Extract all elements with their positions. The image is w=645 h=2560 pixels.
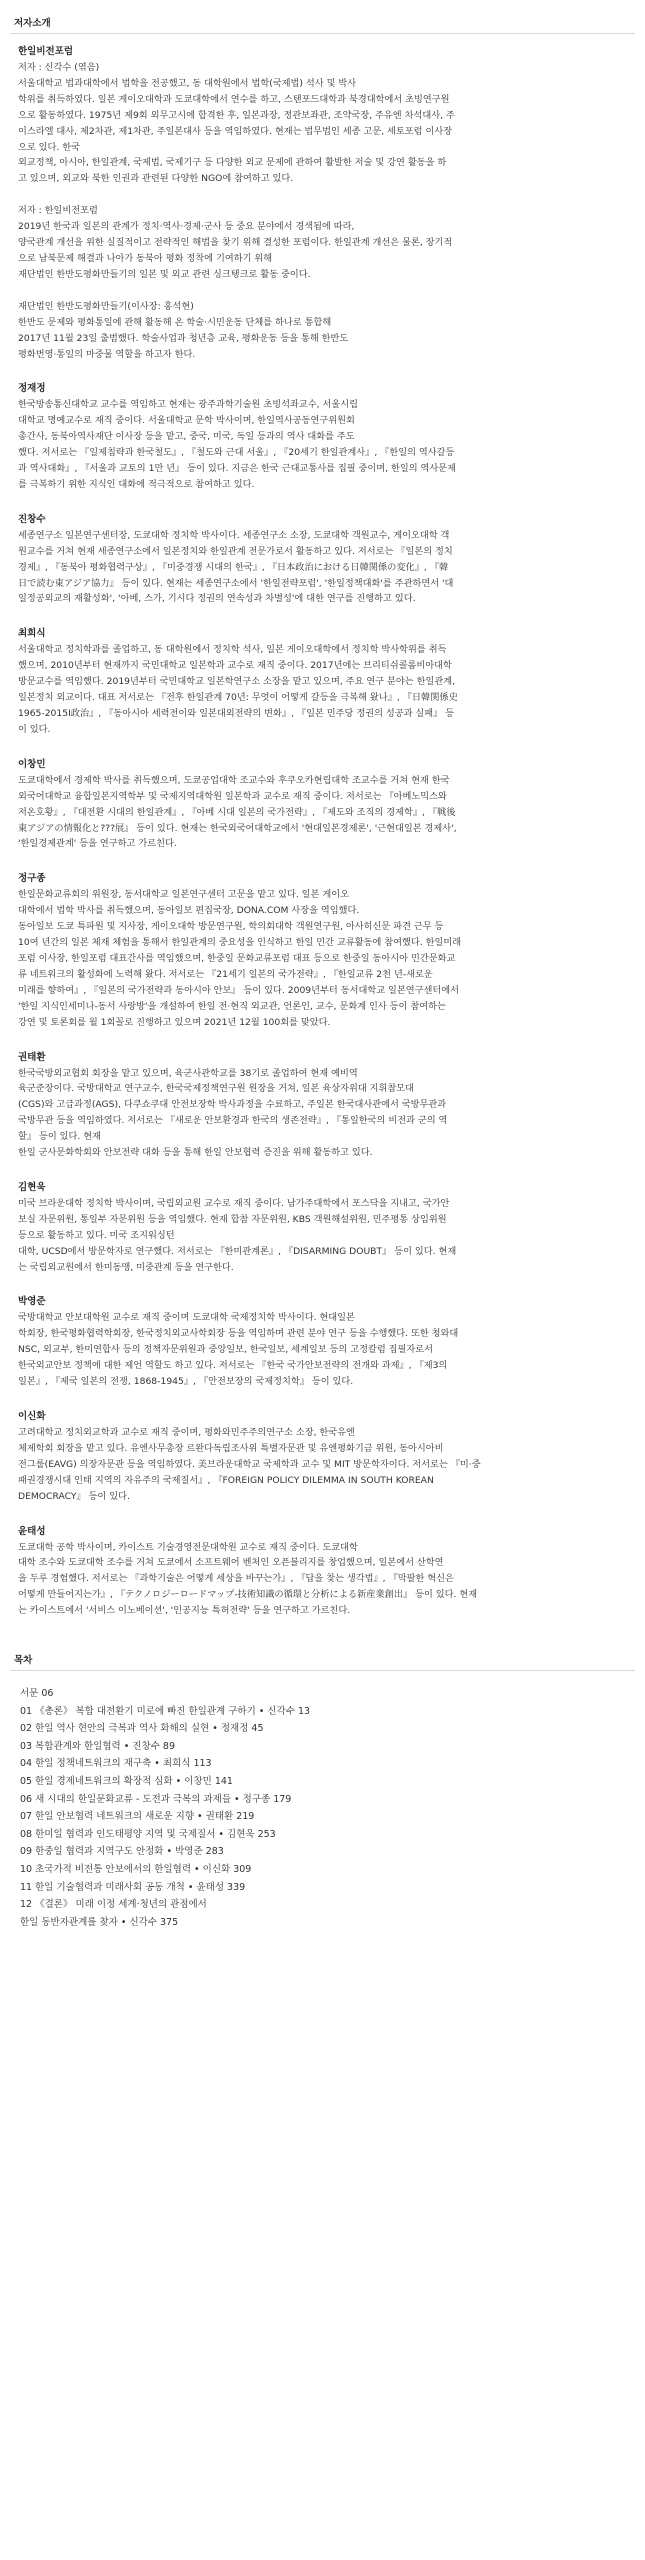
author-bio-line: 한국국방외교협회 회장을 맡고 있으며, 육군사관학교를 38기로 졸업하여 현재 예비역 — [18, 1067, 358, 1079]
author-name: 이신화 — [18, 1411, 46, 1422]
author-bio-line: 육군준장이다. 국방대학교 연구교수, 한국국제정책연구원 원장을 거쳐, 일본 육상자위대 지휘참모대 — [18, 1083, 415, 1095]
author-bio-line: 총간사, 동북아역사재단 이사장 등을 맡고, 중국, 미국, 독일 등과의 역사 대화를 주도 — [18, 431, 355, 443]
author-bio-line: 양국관계 개선을 위한 실질적이고 전략적인 해법을 찾기 위해 결성한 포럼이다. 한일관계 개선은 물론, 장기적 — [18, 237, 453, 249]
author-bio-line: 학위를 취득하였다. 일본 게이오대학과 도쿄대학에서 연수를 하고, 스탠포드대학과 북경대학에서 초빙연구원 — [18, 93, 450, 105]
author-bio-line: 했다. 저서로는 『일제침략과 한국철도』, 『철도와 근대 서울』, 『20세기 한일관계사』, 『한일의 역사갈등 — [18, 447, 455, 459]
toc-item: 한일 동반자관계를 찾자 • 신각수 375 — [20, 1916, 179, 1928]
author-bio-line: 패권경쟁시대 인태 지역의 자유주의 국제질서』, 『FOREIGN POLICY DILEMMA IN SOUTH KOREAN — [18, 1474, 434, 1486]
author-name: 이창민 — [18, 758, 46, 770]
author-bio-line: 한반도 문제와 평화통일에 관해 활동해 온 학술·시민운동 단체를 하나로 통합해 — [18, 316, 332, 328]
author-bio-line: 도쿄대학 공학 박사이며, 카이스트 기술경영전문대학원 교수로 재직 중이다. 도쿄대학 — [18, 1541, 358, 1553]
author-bio-line: 를 극복하기 위한 지식인 대화에 적극적으로 참여하고 있다. — [18, 478, 255, 490]
author-name: 윤태성 — [18, 1525, 46, 1537]
author-bio-line: 서울대학교 법과대학에서 법학을 전공했고, 동 대학원에서 법학(국제법) 석사 및 박사 — [18, 77, 357, 89]
toc-item: 03 복합관계와 한일협력 • 진창수 89 — [20, 1740, 176, 1752]
author-bio-line: 어떻게 만들어지는가』, 『テクノロジーロードマップ-技術知識の循環と分析による新産業創出』 등이 있다. 현재 — [18, 1589, 478, 1601]
author-bio-line: 미래를 향하여』, 『일본의 국가전략과 동아시아 안보』 등이 있다. 2009년부터 동서대학교 일본연구센터에서 — [18, 984, 459, 996]
author-bio-line: 류 네트워크의 활성화에 노력해 왔다. 저서로는 『21세기 일본의 국가전략』, 『한일교류 2천 년-새로운 — [18, 968, 433, 980]
author-bio-line: 일본정치 외교이다. 대표 저서로는 『전후 한일관계 70년: 무엇이 어떻게 갈등을 극복해 왔나』, 『日韓関係史 — [18, 692, 458, 704]
paragraph-break — [18, 283, 618, 299]
author-entry — [18, 1523, 618, 1620]
toc-item: 07 한일 안보협력 네트워크의 새로운 지향 • 권태환 219 — [20, 1811, 255, 1823]
author-bio-line: 저자 : 신각수 (엮음) — [18, 62, 100, 73]
author-entry — [18, 43, 618, 362]
author-entry — [18, 380, 618, 492]
author-bio-line: 미국 브라운대학 정치학 박사이며, 국립외교원 교수로 재직 중이다. 남가주대학에서 포스닥을 지내고, 국가안 — [18, 1197, 450, 1209]
author-bio-line: 저온호황』, 『대전환 시대의 한일관계』, 『아베 시대 일본의 국가전략』, 『제도와 조직의 경제학』, 『戦後 — [18, 806, 456, 818]
author-bio-line: 고 있으며, 외교와 북한 인권과 관련된 다양한 NGO에 참여하고 있다. — [18, 173, 294, 185]
author-bio-line: 이스라엘 대사, 제2차관, 제1차관, 주일본대사 등을 역임하였다. 현재는 법무법인 세종 고문, 세토포럼 이사장 — [18, 125, 453, 137]
author-bio-line: 서울대학교 정치학과를 졸업하고, 동 대학원에서 정치학 석사, 일본 게이오대학에서 정치학 박사학위를 취득 — [18, 644, 447, 656]
author-bio-line: 10여 년간의 일본 체재 체험을 통해서 한일관계의 중요성을 인식하고 한일 민간 교류활동에 참여했다. 한일미래 — [18, 937, 462, 949]
toc-item: 04 한일 정책네트워크의 재구축 • 최희식 113 — [20, 1758, 212, 1770]
author-bio-line: 한국외교안보 정책에 대한 제언 역할도 하고 있다. 저서로는 『한국 국가안보전략의 전개와 과제』, 『제3의 — [18, 1360, 448, 1372]
author-bio-line: 이 있다. — [18, 723, 51, 735]
toc-section-title: 목차 — [10, 1637, 635, 1671]
author-bio-line: 재단법인 한반도평화만들기(이사장: 홍석현) — [18, 300, 194, 312]
author-bio-line: 도쿄대학에서 경제학 박사를 취득했으며, 도쿄공업대학 조교수와 후쿠오카현립대학 조교수를 거쳐 현재 한국 — [18, 774, 450, 786]
author-bio-line: 외교정책, 아시아, 한일관계, 국제법, 국제기구 등 다양한 외교 문제에 관하여 활발한 저술 및 강연 활동을 하 — [18, 157, 447, 169]
author-name: 김현욱 — [18, 1181, 46, 1193]
author-bio-line: 체제학회 회장을 맡고 있다. 유엔사무총장 르완다독립조사위 특별자문관 및 유엔평화기금 위원, 동아시아비 — [18, 1442, 444, 1454]
author-name: 박영준 — [18, 1296, 46, 1308]
author-bio-line: 東アジアの情報化と???展』 등이 있다. 현재는 한국외국어대학교에서 '현대일본경제론', '근현대일본 경제사', — [18, 822, 457, 834]
author-bio-line: 한일문화교류회의 위원장, 동서대학교 일본연구센터 고문을 맡고 있다. 일본 게이오 — [18, 889, 349, 901]
author-bio-line: 저자 : 한일비전포럼 — [18, 205, 98, 217]
toc-item: 05 한일 경제네트워크의 확장적 심화 • 이창민 141 — [20, 1776, 233, 1788]
author-bio-line: 한일 군사문화학회와 안보전략 대화 등을 통해 한일 안보협력 증진을 위해 활동하고 있다. — [18, 1147, 373, 1159]
paragraph-break — [18, 187, 618, 203]
author-bio-line: (CGS)와 고급과정(AGS), 다쿠쇼쿠대 안전보장학 박사과정을 수료하고, 주일본 한국대사관에서 국방무관과 — [18, 1099, 447, 1111]
author-entry — [18, 1049, 618, 1161]
toc-item: 02 한일 역사 현안의 극복과 역사 화해의 실현 • 정재정 45 — [20, 1723, 264, 1735]
author-bio-line: 을 두루 경험했다. 저서로는 『과학기술은 어떻게 세상을 바꾸는가』, 『답을 찾는 생각법』, 『막팔한 혁신은 — [18, 1573, 454, 1585]
toc-item: 11 한일 기술협력과 미래사회 공동 개척 • 윤태성 339 — [20, 1881, 246, 1893]
author-entry — [18, 1293, 618, 1390]
author-entry — [18, 1408, 618, 1505]
author-bio-line: 일본』, 『제국 일본의 전쟁, 1868-1945』, 『안전보장의 국제정치학』 등이 있다. — [18, 1376, 354, 1388]
author-bio-line: 할』 등이 있다. 현재 — [18, 1131, 101, 1143]
author-bio-line: 평화번영·통일의 마중물 역할을 하고자 한다. — [18, 348, 196, 360]
author-bio-line: 으로 활동하였다. 1975년 제9회 외무고시에 합격한 후, 일본과장, 정관보좌관, 조약국장, 주유엔 차석대사, 주 — [18, 109, 455, 121]
author-entry — [18, 1179, 618, 1276]
author-bio-line: 외국어대학교 융합일본지역학부 및 국제지역대학원 일본학과 교수로 재직 중이다. 저서로는 『아베노믹스와 — [18, 790, 447, 802]
author-name: 한일비전포럼 — [18, 46, 74, 57]
author-bio-line: 한국방송통신대학교 교수를 역임하고 현재는 광주과학기술원 초빙석좌교수, 서울시립 — [18, 399, 358, 411]
author-name: 정재정 — [18, 383, 46, 395]
author-bio-line: 대학에서 법학 박사를 취득했으며, 동아일보 편집국장, DONA.COM 사장을 역임했다. — [18, 905, 360, 917]
author-bio-line: 학회장, 한국평화협력학회장, 한국정치외교사학회장 등을 역임하며 관련 분야 연구 등을 수행했다. 또한 청와대 — [18, 1328, 459, 1340]
author-bio-line: 으로 있다. 한국 — [18, 141, 81, 153]
author-bio-line: 1965-2015Ⅰ政治』, 『동아시아 세력전이와 일본대외전략의 변화』, 『일본 민주당 정권의 성공과 실패』 등 — [18, 708, 455, 719]
author-bio-line: 국방무관 등을 역임하였다. 저서로는 『새로운 안보환경과 한국의 생존전략』, 『통일한국의 비전과 군의 역 — [18, 1115, 448, 1127]
author-bio-line: 대학교 명예교수로 재직 중이다. 서울대학교 문학 박사이며, 한일역사공동연구위원회 — [18, 415, 355, 427]
author-bio-line: 재단법인 한반도평화만들기의 일본 및 외교 관련 싱크탱크로 활동 중이다. — [18, 268, 311, 280]
author-bio-line: 강연 및 토론회를 월 1회꼴로 진행하고 있으며 2021년 12월 100회를 맞았다. — [18, 1016, 331, 1028]
author-bio-line: 포럼 이사장, 한일포럼 대표간사를 역임했으며, 한중일 문화교류포럼 대표 등으로 한중일 동아시아 민간문화교 — [18, 952, 456, 964]
toc-item: 06 새 시대의 한일문화교류 - 도전과 극복의 과제들 • 정구종 179 — [20, 1793, 292, 1805]
toc-item: 09 한중일 협력과 지역구도 안정화 • 박영준 283 — [20, 1846, 224, 1858]
author-bio-line: '한일경제관계' 등을 연구하고 가르친다. — [18, 838, 177, 850]
author-bio-line: 고려대학교 정치외교학과 교수로 재직 중이며, 평화와민주주의연구소 소장, 한국유엔 — [18, 1427, 355, 1438]
author-bio-line: 보실 자문위원, 통일부 자문위원 등을 역임했다. 현재 합참 자문위원, KBS 객원해설위원, 민주평통 상임위원 — [18, 1213, 447, 1225]
author-name: 권태환 — [18, 1051, 46, 1063]
author-bio-line: 으로 남북문제 해결과 나아가 동북아 평화 정착에 기여하기 위해 — [18, 252, 273, 264]
author-bio-line: 2017년 11월 23일 출범했다. 학술사업과 청년층 교육, 평화운동 등을 통해 한반도 — [18, 332, 349, 344]
author-bio-line: 는 국립외교원에서 한미동맹, 미중관계 등을 연구한다. — [18, 1261, 234, 1273]
author-entry — [18, 511, 618, 608]
author-entry — [18, 625, 618, 737]
toc-item: 01 《총론》 복합 대전환기 미로에 빠진 한일관계 구하기 • 신각수 13 — [20, 1705, 311, 1717]
author-bio-line: 2019년 한국과 일본의 관계가 정치·역사·경제·군사 등 중요 분야에서 경색됨에 따라, — [18, 221, 355, 233]
author-bio-line: 방문교수를 역임했다. 2019년부터 국민대학교 일본학연구소 소장을 맡고 있으며, 주요 연구 분야는 한일관계, — [18, 676, 456, 688]
author-bio-line: 일정공외교의 재활성화', '아베, 스가, 기시다 정권의 연속성과 차별성'에 대한 연구를 진행하고 있다. — [18, 593, 416, 605]
author-bio-line: 원교수를 거쳐 현재 세종연구소에서 일본정치와 한일관계 전문가로서 활동하고 있다. 저서로는 『일본의 정치 — [18, 545, 453, 557]
author-name: 진창수 — [18, 513, 46, 525]
author-bio-line: 대학, UCSD에서 방문학자로 연구했다. 저서로는 『한미관계론』, 『DISARMING DOUBT』 등이 있다. 현재 — [18, 1245, 457, 1257]
author-bio-line: 日で読む東アジア協力』 등이 있다. 현재는 세종연구소에서 '한일전략포럼', '한일정책대화'를 주관하면서 '대 — [18, 577, 454, 589]
toc-item: 10 초국가적 비전통 안보에서의 한일협력 • 이신화 309 — [20, 1864, 252, 1875]
author-entry — [18, 870, 618, 1030]
author-bio-line: '한일 지식인세미나-동서 사랑방'을 개설하여 한일 전·현직 외교관, 언론인, 교수, 문화계 인사 등이 참여하는 — [18, 1000, 446, 1012]
toc-list — [0, 1671, 645, 1931]
author-bio-line: 과 역사대화』, 『서울과 교토의 1만 년』 등이 있다. 지금은 한국 근대교통사를 집필 중이며, 한일의 역사문제 — [18, 463, 457, 475]
author-bio-line: DEMOCRACY』 등이 있다. — [18, 1490, 130, 1502]
author-bio-line: 전그룹(EAVG) 의장자문관 등을 역임하였다. 美브라운대학교 국제학과 교수 및 MIT 방문학자이다. 저서로는 『미·중 — [18, 1458, 481, 1470]
author-bio-line: NSC, 외교부, 한미연합사 등의 정책자문위원과 중앙일보, 한국일보, 세계일보 등의 고정칼럼 집필자로서 — [18, 1344, 434, 1356]
author-bio-line: 세종연구소 일본연구센터장, 도쿄대학 정치학 박사이다. 세종연구소 소장, 도쿄대학 객원교수, 게이오대학 객 — [18, 529, 450, 541]
author-entry — [18, 756, 618, 853]
author-bio-line: 는 카이스트에서 '서비스 이노베이션', '인공지능 특허전략' 등을 연구하고 가르친다. — [18, 1605, 351, 1617]
toc-item: 서문 06 — [20, 1688, 54, 1700]
author-bio-line: 등으로 활동하고 있다. 미국 조지워싱턴 — [18, 1229, 175, 1241]
author-bio-line: 동아일보 도쿄 특파원 및 지사장, 게이오대학 방문연구원, 학의회대학 객원연구원, 아사히신문 파견 근무 등 — [18, 921, 444, 933]
author-bio-line: 국방대학교 안보대학원 교수로 재직 중이며 도쿄대학 국제정치학 박사이다. 현대일본 — [18, 1312, 355, 1324]
author-section-title: 저자소개 — [10, 0, 635, 34]
author-list — [0, 34, 645, 1619]
author-bio-line: 대학 조수와 도쿄대학 조수를 거쳐 도쿄에서 소프트웨어 벤처인 오픈블리지를 창업했으며, 일본에서 산학연 — [18, 1557, 444, 1569]
author-name: 최희식 — [18, 628, 46, 640]
toc-item: 12 《결론》 미래 이정 세계·청년의 관점에서 — [20, 1899, 207, 1911]
author-bio-line: 했으며, 2010년부터 현재까지 국민대학교 일본학과 교수로 재직 중이다. 2017년에는 브리티쉬콜롬비아대학 — [18, 660, 452, 672]
author-name: 정구종 — [18, 873, 46, 885]
author-bio-line: 경제』, 『동북아 평화협력구상』, 『미중경쟁 시대의 한국』, 『日本政治における日韓関係の変化』, 『韓 — [18, 561, 449, 573]
toc-item: 08 한미일 협력과 인도태평양 지역 및 국제질서 • 김현욱 253 — [20, 1828, 276, 1840]
